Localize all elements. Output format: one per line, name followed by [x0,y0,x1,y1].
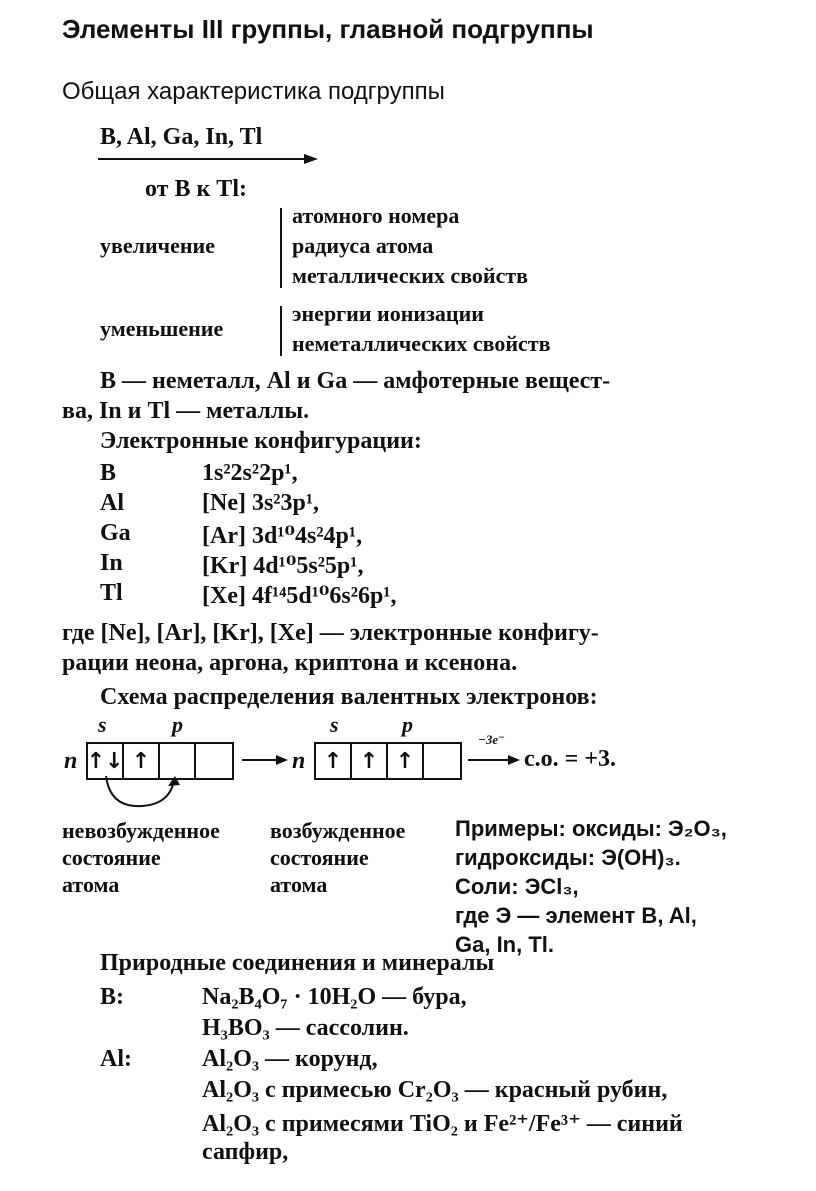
config-element: Tl [100,580,123,606]
examples-line: Соли: ЭCl₃, [455,874,579,899]
where-line: где [Ne], [Ar], [Kr], [Xe] — электронные конфигу- [62,620,599,646]
where-line: рации неона, аргона, криптона и ксенона. [62,650,518,676]
econfig-heading: Электронные конфигурации: [100,428,422,454]
promotion-arc-arrow [96,774,186,810]
scheme-heading: Схема распределения валентных электронов: [100,684,598,710]
excited-state-cells [314,742,462,780]
orbital-cell [160,744,196,778]
decrease-label: уменьшение [100,316,224,341]
increase-label: увеличение [100,233,215,258]
orbital-cell: ↑ [352,744,388,778]
excited-state-caption: атома [270,872,328,897]
mineral-element-label: Al: [100,1046,132,1072]
oxidation-arrow [466,752,522,768]
elements-row: B, Al, Ga, In, Tl [100,124,263,150]
mineral-line: Al₂O₃ — корунд, [202,1046,378,1072]
s-label: s [330,712,339,737]
oxidation-result: с.о. = +3. [524,746,617,772]
mineral-line: Na₂B₄O₇ · 10H₂O — бура, [202,984,467,1010]
p-label: p [402,712,413,737]
ground-state-caption: состояние [62,845,161,870]
ground-state-caption: атома [62,872,120,897]
excited-state-caption: состояние [270,845,369,870]
decrease-brace [280,306,290,356]
examples-line: Ga, In, Tl. [455,932,555,957]
config-element: B [100,460,117,486]
increase-item: радиуса атома [292,233,434,258]
mineral-line: H₃BO₃ — сассолин. [202,1015,409,1041]
decrease-item: энергии ионизации [292,301,484,326]
nature-line: ва, In и Tl — металлы. [62,398,310,424]
direction-label: от B к Tl: [145,176,247,202]
excited-state-caption: возбужденное [270,818,406,843]
orbital-cell: ↑ [124,744,160,778]
mineral-line: Al₂O₃ с примесью Cr₂O₃ — красный рубин, [202,1077,668,1103]
transition-arrow [240,752,290,768]
config-value: [Xe] 4f¹⁴5d¹⁰6s²6p¹, [202,583,397,609]
orbital-cell: ↑ [388,744,424,778]
increase-brace [280,208,290,288]
direction-arrow [96,152,322,166]
examples-line: где Э — элемент B, Al, [455,903,697,928]
examples-line: гидроксиды: Э(OH)₃. [455,845,681,870]
config-value: [Ar] 3d¹⁰4s²4p¹, [202,523,363,549]
config-element: In [100,550,123,576]
electron-loss-label: −3e⁻ [478,732,506,747]
n-label: n [292,748,306,774]
config-value: [Kr] 4d¹⁰5s²5p¹, [202,553,364,579]
mineral-line: сапфир, [202,1139,289,1165]
s-label: s [98,712,107,737]
mineral-element-label: B: [100,984,124,1010]
config-value: 1s²2s²2p¹, [202,460,298,486]
orbital-cell: ↑ [316,744,352,778]
increase-item: металлических свойств [292,263,529,288]
config-element: Ga [100,520,131,546]
orbital-cell [424,744,460,778]
orbital-cell [196,744,232,778]
mineral-line: Al₂O₃ с примесями TiO₂ и Fe²⁺/Fe³⁺ — синий [202,1111,683,1137]
p-label: p [172,712,183,737]
ground-state-caption: невозбужденное [62,818,220,843]
nature-line: B — неметалл, Al и Ga — амфотерные вещест- [100,368,611,394]
minerals-heading: Природные соединения и минералы [100,950,495,976]
orbital-cell: ↑↓ [88,744,124,778]
page-title: Элементы III группы, главной подгруппы [62,14,594,44]
examples-line: Примеры: оксиды: Э₂O₃, [455,816,727,841]
increase-item: атомного номера [292,203,460,228]
section-subtitle: Общая характеристика подгруппы [62,78,445,105]
decrease-item: неметаллических свойств [292,331,551,356]
config-value: [Ne] 3s²3p¹, [202,490,320,516]
config-element: Al [100,490,124,516]
n-label: n [64,748,78,774]
